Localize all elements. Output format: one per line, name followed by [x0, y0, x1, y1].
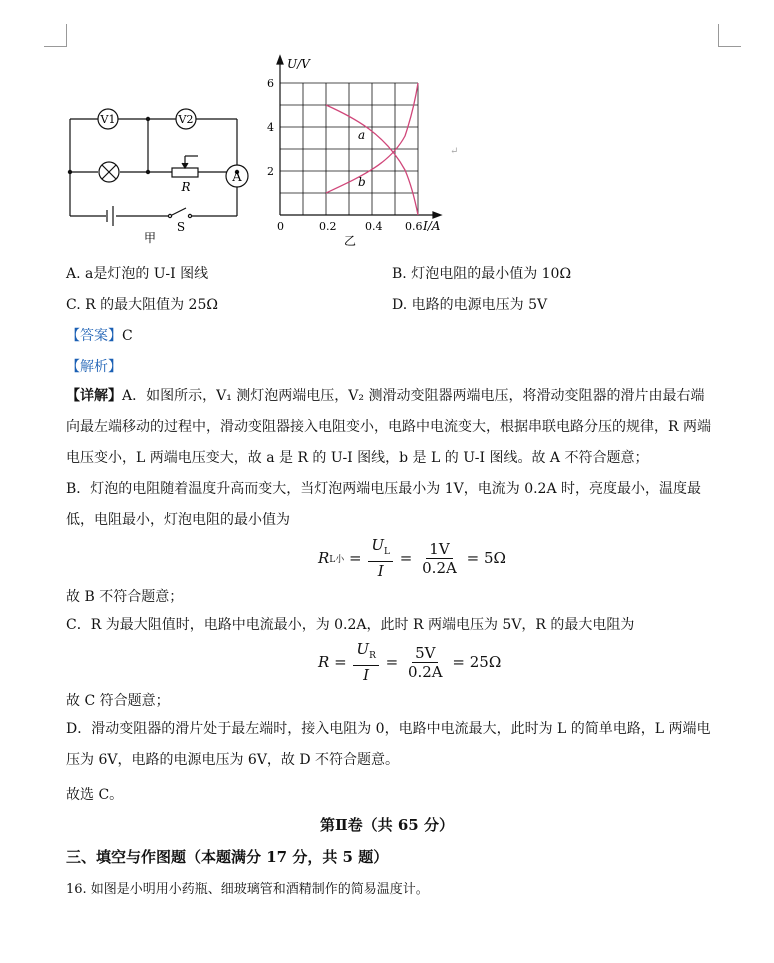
formula-c-num2: 5V: [412, 644, 438, 663]
option-c: C. R 的最大阻值为 25Ω: [66, 297, 218, 313]
formula-c-frac2: [405, 644, 446, 681]
formula-c-den1: I: [363, 666, 370, 684]
detail-c-paragraph: C．R 为最大阻值时，电路中电流最小，为 0.2A，此时 R 两端电压为 5V，R 的最大电阻为: [66, 617, 635, 633]
detail-a-paragraph: [66, 381, 718, 474]
formula-b-den2: 0.2A: [422, 558, 457, 577]
x-tick-0-6: 0.6: [405, 220, 423, 233]
analysis-label: 【解析】: [66, 359, 122, 375]
x-axis-label: I/A: [423, 219, 441, 233]
formula-b-num1: U: [371, 536, 385, 554]
answer-line: [66, 325, 133, 345]
paragraph-mark: ↵: [450, 146, 459, 157]
corner-mark-left: [44, 24, 67, 47]
section-title: 第Ⅱ卷（共 65 分）: [320, 816, 454, 834]
formula-b-num2: 1V: [426, 540, 452, 559]
x-tick-0-4: 0.4: [365, 220, 383, 233]
formula-c-frac1: [353, 640, 378, 684]
curve-b-label: b: [358, 175, 366, 189]
formula-b-lhs-sub: L小: [329, 554, 345, 565]
formula-c-den2: 0.2A: [407, 662, 443, 681]
option-b: B. 灯泡电阻的最小值为 10Ω: [392, 266, 572, 282]
formula-b-den1: I: [377, 562, 384, 580]
formula-b-num1-sub: L: [384, 547, 391, 557]
formula-b-frac1: [368, 536, 393, 580]
question-16: 16. 如图是小明用小药瓶、细玻璃管和酒精制作的简易温度计。: [66, 882, 429, 897]
formula-c-lhs: R: [318, 653, 330, 671]
x-tick-0: 0: [277, 220, 284, 233]
y-tick-2: 2: [267, 165, 274, 178]
graph-caption: 乙: [343, 234, 357, 248]
circuit-caption: 甲: [143, 231, 157, 245]
detail-c-conclusion: 故 C 符合题意；: [66, 693, 170, 709]
formula-b-lhs: R: [318, 549, 330, 567]
switch-label: S: [176, 220, 186, 234]
formula-c-num1-sub: R: [369, 651, 376, 661]
y-tick-4: 4: [267, 121, 274, 134]
detail-b-paragraph: B．灯泡的电阻随着温度升高而变大，当灯泡两端电压最小为 1V，电流为 0.2A 时，亮度最小，温度最低，电阻最小，灯泡电阻的最小值为: [66, 481, 702, 528]
formula-c-num1: U: [356, 640, 370, 658]
voltmeter-v1-label: V1: [100, 113, 116, 126]
formula-c: R = $\frac{U_R}{I}$ = $\frac{5V}{0.2A}$ = 25Ω: [318, 640, 502, 684]
formula-c-result: = 25Ω: [452, 653, 502, 671]
y-tick-6: 6: [267, 77, 274, 90]
detail-d-paragraph: D．滑动变阻器的滑片处于最左端时，接入电阻为 0，电路中电流最大，此时为 L 的简单电路，L 两端电压为 6V，电路的电源电压为 6V，故 D 不符合题意。: [66, 721, 711, 768]
curve-a-label: a: [358, 128, 366, 142]
final-answer: 故选 C。: [66, 787, 124, 803]
corner-mark-right: [718, 24, 741, 47]
formula-b-result: = 5Ω: [466, 549, 506, 567]
detail-a-text: A．如图所示，V₁ 测灯泡两端电压，V₂ 测滑动变阻器两端电压，将滑动变阻器的滑片由最右端向最左端移动的过程中，滑动变阻器接入电阻变小，电路中电流变大，根据串联电路分压的规律，R 两端电压变小，L 两端电压变大，故 a 是 R 的 U-I 图线，b 是 L 的 U-I 图线。故 A 不符合题意；: [66, 388, 711, 466]
ui-graph: [265, 52, 455, 248]
option-d: D. 电路的电源电压为 5V: [392, 297, 548, 313]
detail-label: 【详解】: [66, 388, 122, 404]
y-axis-label: U/V: [287, 57, 310, 71]
ammeter-label: A: [232, 170, 242, 185]
detail-b-conclusion: 故 B 不符合题意；: [66, 589, 184, 605]
voltmeter-v2-label: V2: [178, 113, 194, 126]
x-tick-0-2: 0.2: [319, 220, 337, 233]
formula-b-frac2: [419, 540, 460, 577]
rheostat-label: R: [181, 180, 191, 194]
answer-label: 【答案】: [66, 328, 122, 344]
answer-value: C: [122, 328, 133, 344]
option-a: A. a是灯泡的 U-I 图线: [66, 266, 209, 282]
formula-b: R L小 = $\frac{U_L}{I}$ = $\frac{1V}{0.2A}$ = 5Ω: [318, 536, 506, 580]
circuit-diagram: [60, 100, 260, 245]
part-title: 三、填空与作图题（本题满分 17 分，共 5 题）: [66, 848, 389, 866]
